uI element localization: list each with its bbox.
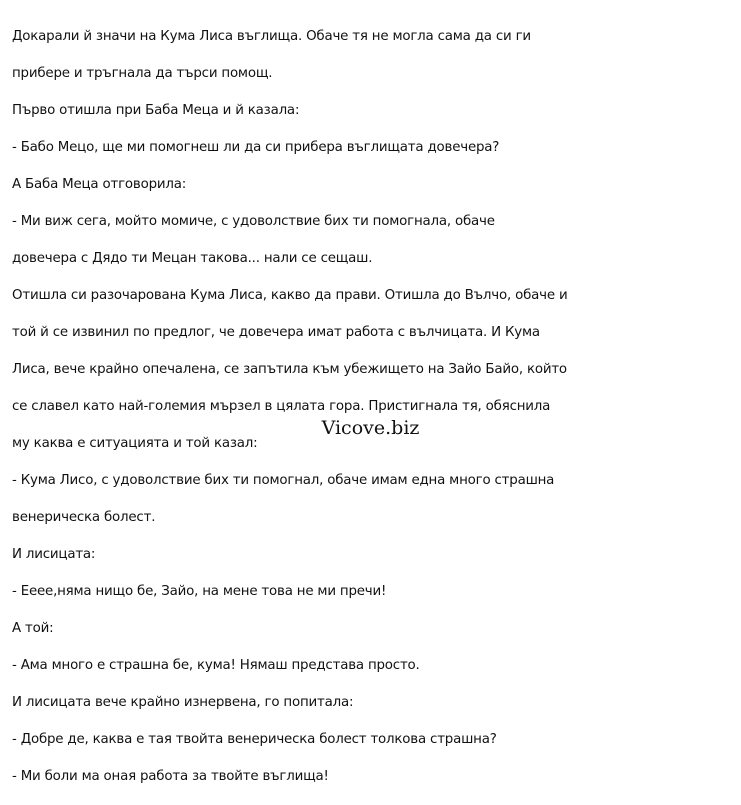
joke-line: А той:	[12, 620, 54, 636]
joke-line: Първо отишла при Баба Меца и й казала:	[12, 102, 300, 118]
joke-line: - Ми виж сега, мойто момиче, с удоволствие бих ти помогнала, обаче	[12, 213, 495, 229]
joke-line: И лисицата:	[12, 546, 96, 562]
joke-line: се славел като най-големия мързел в цялата гора. Пристигнала тя, обяснила	[12, 398, 551, 414]
joke-line: И лисицата вече крайно изнервена, го попитала:	[12, 694, 354, 710]
joke-line: прибере и тръгнала да търси помощ.	[12, 65, 273, 81]
joke-line: Докарали й значи на Кума Лиса въглища. Обаче тя не могла сама да си ги	[12, 28, 531, 44]
joke-line: Отишла си разочарована Кума Лиса, какво да прави. Отишла до Вълчо, обаче и	[12, 287, 568, 303]
joke-line: той й се извинил по предлог, че довечера имат работа с вълчицата. И Кума	[12, 324, 540, 340]
joke-line: - Ееее,няма нищо бе, Зайо, на мене това не ми пречи!	[12, 583, 387, 599]
site-watermark: Vicove.biz	[321, 417, 420, 439]
joke-line: А Баба Меца отговорила:	[12, 176, 187, 192]
joke-line: - Бабо Мецо, ще ми помогнеш ли да си прибера въглищата довечера?	[12, 139, 500, 155]
joke-text-block	[12, 9, 734, 805]
joke-line: - Добре де, каква е тая твойта венерическа болест толкова страшна?	[12, 731, 497, 747]
joke-line: венерическа болест.	[12, 509, 156, 525]
joke-line: - Ама много е страшна бе, кума! Нямаш представа просто.	[12, 657, 420, 673]
joke-line: му каква е ситуацията и той казал:	[12, 435, 258, 451]
joke-line: довечера с Дядо ти Мецан такова... нали се сещаш.	[12, 250, 373, 266]
joke-line: - Ми боли ма оная работа за твойте въглища!	[12, 768, 329, 784]
joke-line: - Кума Лисо, с удоволствие бих ти помогнал, обаче имам една много страшна	[12, 472, 555, 488]
joke-line: Лиса, вече крайно опечалена, се запътила към убежището на Зайо Байо, който	[12, 361, 567, 377]
